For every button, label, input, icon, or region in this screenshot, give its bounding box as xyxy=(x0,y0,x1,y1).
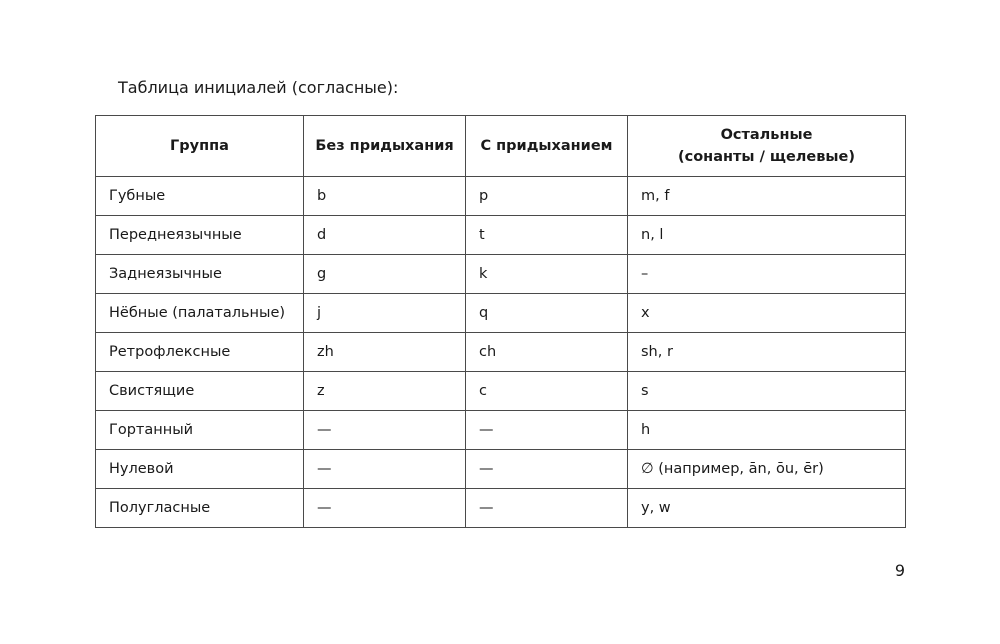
table-row xyxy=(96,294,906,333)
cell-unaspirated: — xyxy=(304,489,466,528)
cell-aspirated: q xyxy=(466,294,628,333)
cell-other: – xyxy=(628,255,906,294)
cell-aspirated: k xyxy=(466,255,628,294)
cell-group: Губные xyxy=(96,177,304,216)
cell-unaspirated: zh xyxy=(304,333,466,372)
cell-other: m, f xyxy=(628,177,906,216)
table-row xyxy=(96,372,906,411)
table-row xyxy=(96,411,906,450)
cell-unaspirated: j xyxy=(304,294,466,333)
cell-aspirated: — xyxy=(466,411,628,450)
cell-aspirated: c xyxy=(466,372,628,411)
table-body xyxy=(96,177,906,528)
table-row xyxy=(96,216,906,255)
cell-group: Нёбные (палатальные) xyxy=(96,294,304,333)
cell-group: Переднеязычные xyxy=(96,216,304,255)
column-header-label: Группа xyxy=(170,138,229,154)
cell-aspirated: p xyxy=(466,177,628,216)
cell-other: h xyxy=(628,411,906,450)
table-row xyxy=(96,489,906,528)
cell-aspirated: t xyxy=(466,216,628,255)
page-number: 9 xyxy=(894,561,905,580)
table-row xyxy=(96,450,906,489)
cell-group: Гортанный xyxy=(96,411,304,450)
column-header-unaspirated xyxy=(304,116,466,177)
table-row xyxy=(96,177,906,216)
table-header xyxy=(96,116,906,177)
cell-other: n, l xyxy=(628,216,906,255)
column-header-sublabel: (сонанты / щелевые) xyxy=(678,149,855,165)
initials-table xyxy=(95,115,906,528)
cell-group: Нулевой xyxy=(96,450,304,489)
cell-unaspirated: — xyxy=(304,411,466,450)
cell-unaspirated: — xyxy=(304,450,466,489)
cell-aspirated: ch xyxy=(466,333,628,372)
column-header-label: С придыханием xyxy=(480,138,613,154)
column-header-group xyxy=(96,116,304,177)
cell-group: Заднеязычные xyxy=(96,255,304,294)
table-row xyxy=(96,333,906,372)
cell-other: x xyxy=(628,294,906,333)
column-header-label: Без придыхания xyxy=(315,138,454,154)
cell-group: Полугласные xyxy=(96,489,304,528)
header-row xyxy=(96,116,906,177)
cell-unaspirated: d xyxy=(304,216,466,255)
column-header-other xyxy=(628,116,906,177)
cell-aspirated: — xyxy=(466,489,628,528)
cell-other: s xyxy=(628,372,906,411)
cell-group: Ретрофлексные xyxy=(96,333,304,372)
cell-other: sh, r xyxy=(628,333,906,372)
cell-aspirated: — xyxy=(466,450,628,489)
table-row xyxy=(96,255,906,294)
table-caption: Таблица инициалей (согласные): xyxy=(118,78,399,97)
cell-other: y, w xyxy=(628,489,906,528)
cell-unaspirated: g xyxy=(304,255,466,294)
column-header-label: Остальные xyxy=(720,127,813,143)
column-header-aspirated xyxy=(466,116,628,177)
cell-group: Свистящие xyxy=(96,372,304,411)
cell-unaspirated: z xyxy=(304,372,466,411)
cell-other: ∅ (например, ān, ōu, ēr) xyxy=(628,450,906,489)
cell-unaspirated: b xyxy=(304,177,466,216)
